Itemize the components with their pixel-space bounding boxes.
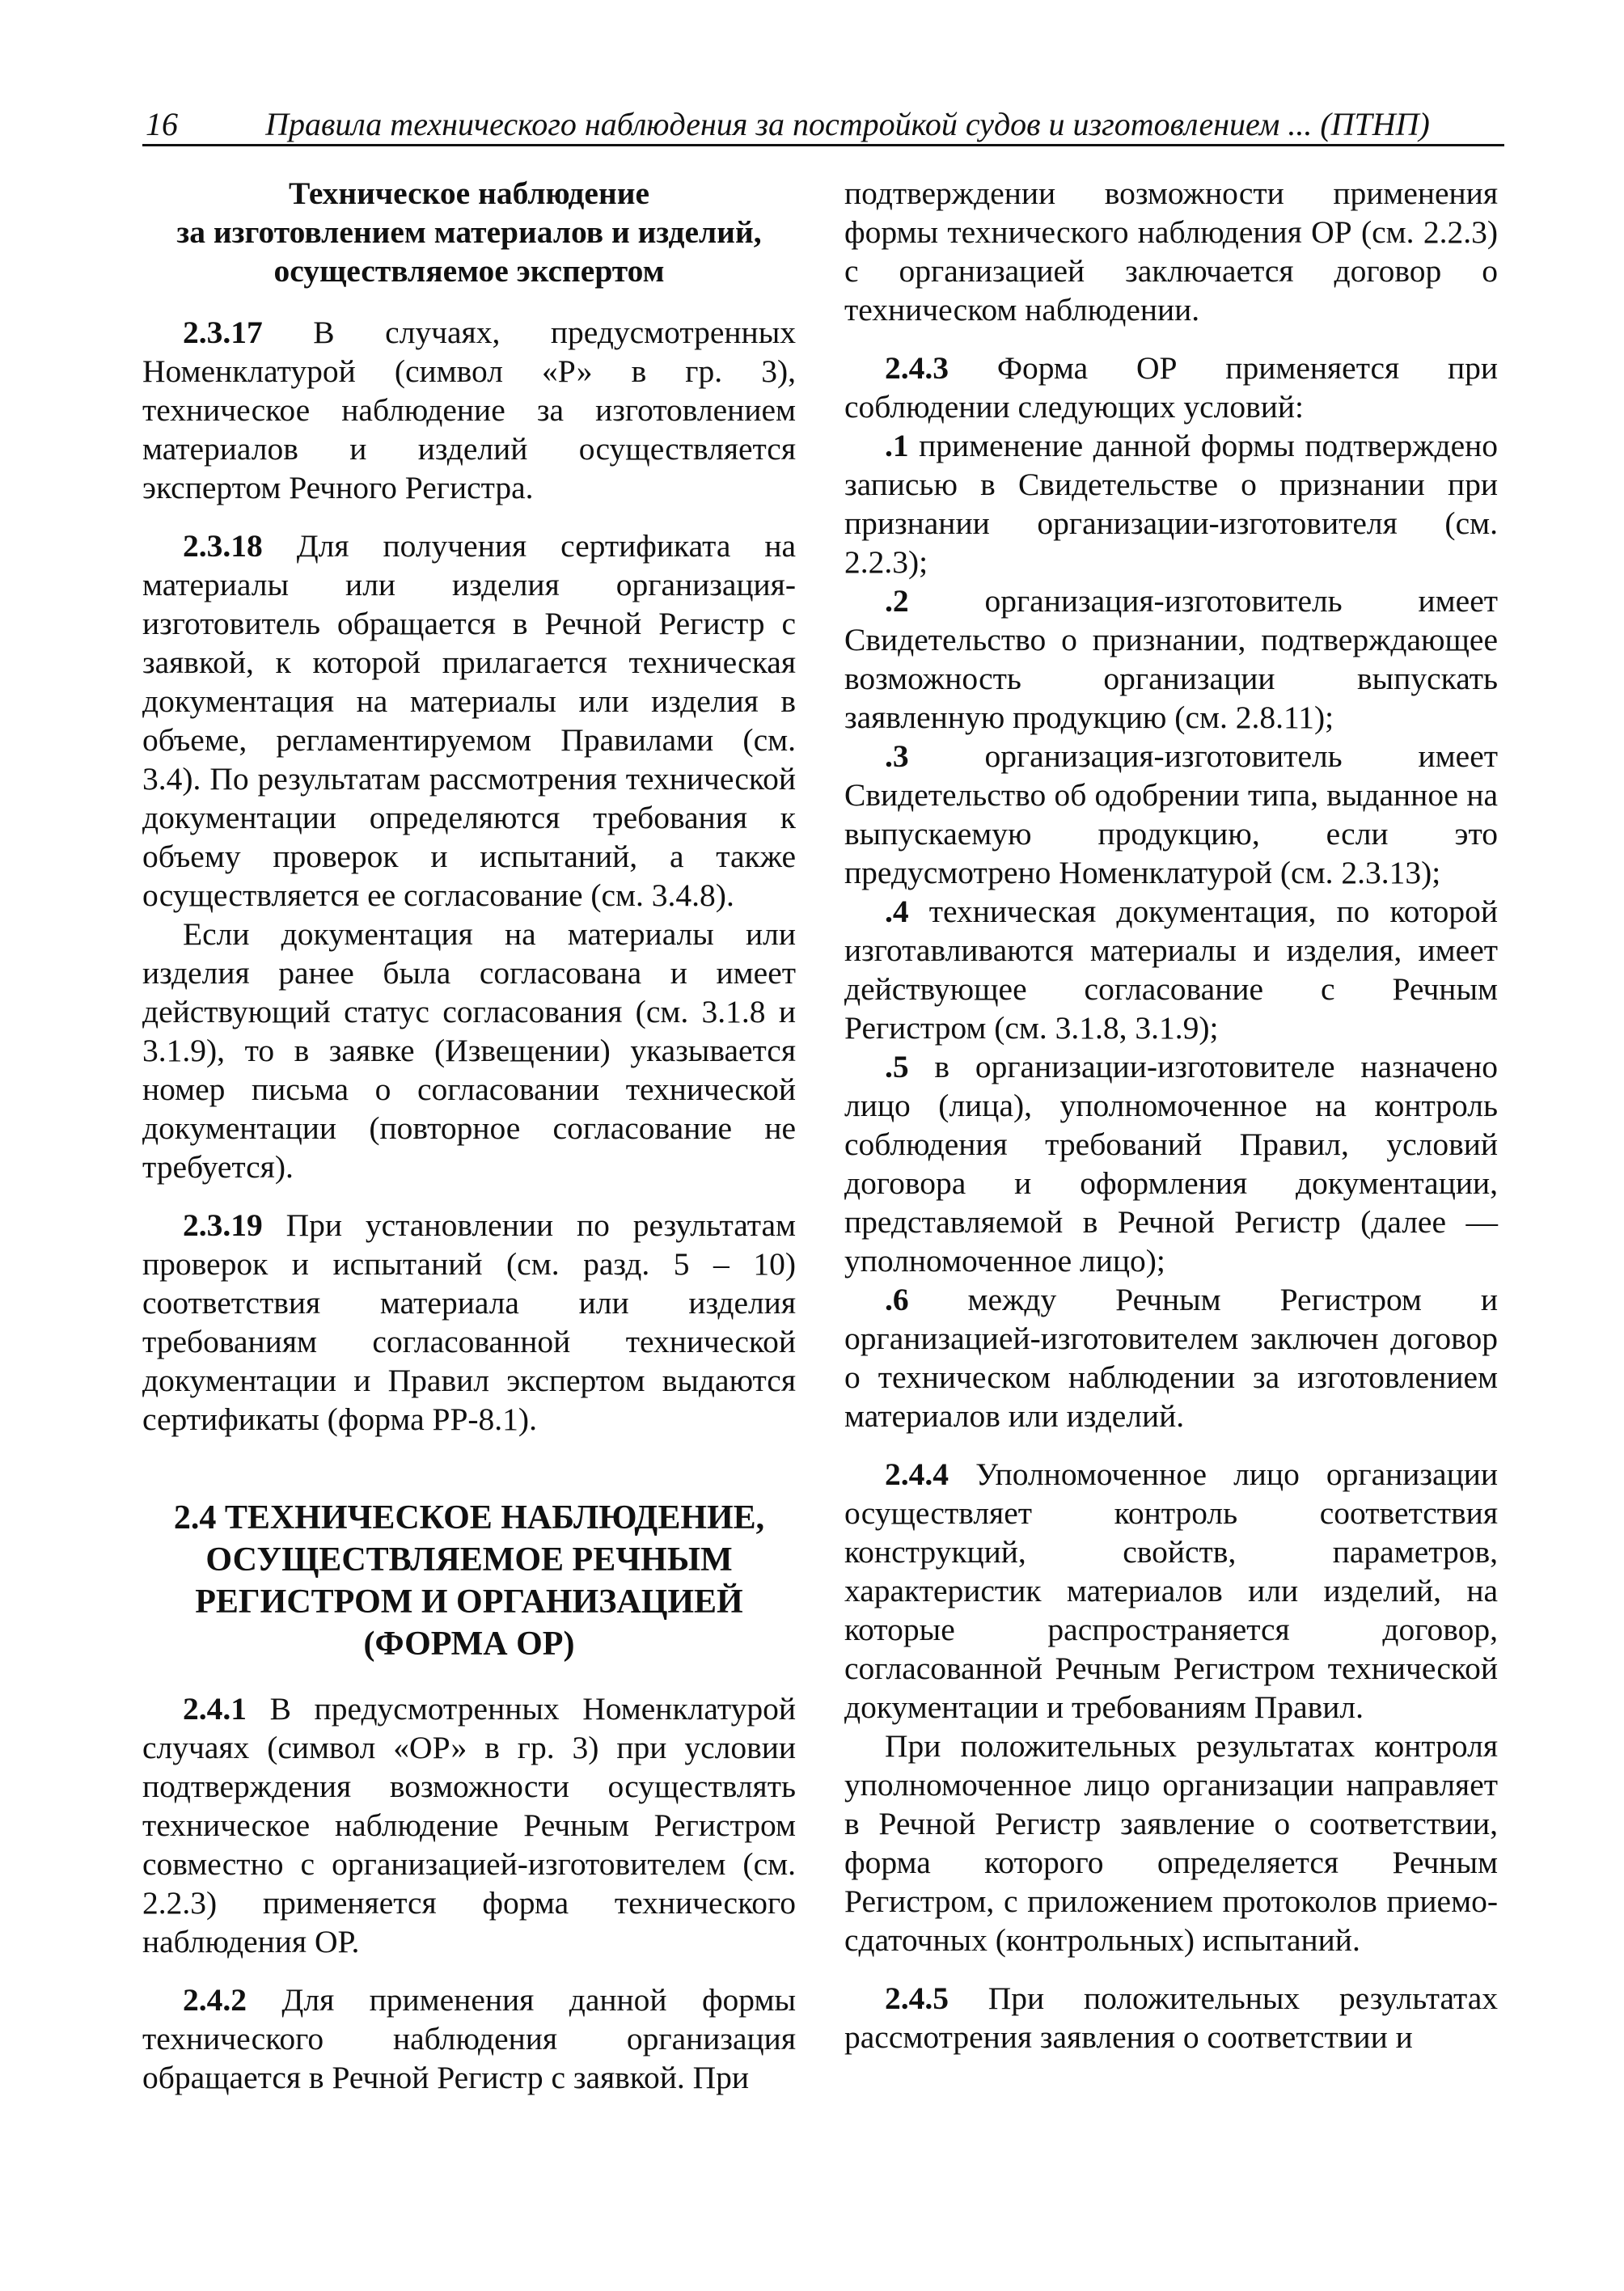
item-number: .5 bbox=[885, 1049, 909, 1084]
paragraph-2-4-5 bbox=[844, 1979, 1498, 2056]
paragraph-text: подтверждении возможности применения формы технического наблюдения ОР (см. 2.2.3) с организацией заключается договор о техническом наблюдении. bbox=[844, 175, 1498, 328]
paragraph-text: В предусмотренных Номенклатурой случаях (символ «ОР» в гр. 3) при условии подтверждения возможности осуществлять техническое наблюдение Речным Регистром совместно с организацией-изготовителем (см. 2.2.3) применяется форма технического наблюдения ОР. bbox=[142, 1691, 796, 1959]
item-text: в организации-изготовителе назначено лицо (лица), уполномоченное на контроль соблюдения требований Правил, условий договора и оформления документации, представляемой в Речной Регистр (далее — уполномоченное лицо); bbox=[844, 1049, 1498, 1279]
right-column bbox=[844, 174, 1498, 2056]
paragraph-text: Если документация на материалы или изделия ранее была согласована и имеет действующий статус согласования (см. 3.1.8 и 3.1.9), то в заявке (Извещении) указывается номер письма о согласовании технической документации (повторное согласование не требуется). bbox=[142, 916, 796, 1185]
clause-number: 2.3.19 bbox=[183, 1207, 263, 1243]
list-item bbox=[844, 892, 1498, 1047]
clause-number: 2.4.2 bbox=[183, 1982, 247, 2018]
item-text: организация-изготовитель имеет Свидетельство о признании, подтверждающее возможность организации выпускать заявленную продукцию (см. 2.8.11); bbox=[844, 583, 1498, 735]
list-item bbox=[844, 737, 1498, 892]
list-item bbox=[844, 581, 1498, 737]
paragraph-2-4-4 bbox=[844, 1455, 1498, 1727]
item-text: организация-изготовитель имеет Свидетельство об одобрении типа, выданное на выпускаемую продукцию, если это предусмотрено Номенклатурой (см. 2.3.13); bbox=[844, 738, 1498, 890]
paragraph-2-4-1 bbox=[142, 1689, 796, 1961]
section-heading-line: ОСУЩЕСТВЛЯЕМОЕ РЕЧНЫМ bbox=[205, 1541, 733, 1579]
paragraph-2-4-3 bbox=[844, 349, 1498, 426]
clause-number: 2.3.17 bbox=[183, 315, 263, 350]
subsection-heading-line: осуществляемое экспертом bbox=[273, 253, 665, 289]
paragraph-2-4-2 bbox=[142, 1980, 796, 2097]
section-heading-line: (ФОРМА ОР) bbox=[363, 1625, 575, 1663]
item-text: применение данной формы подтверждено записью в Свидетельстве о признании при признании организации-изготовителя (см. 2.2.3); bbox=[844, 428, 1498, 580]
paragraph-positive-results bbox=[844, 1727, 1498, 1959]
page-header bbox=[142, 99, 1504, 146]
section-heading-line: 2.4 ТЕХНИЧЕСКОЕ НАБЛЮДЕНИЕ, bbox=[173, 1499, 765, 1536]
paragraph-text: При положительных результатах рассмотрения заявления о соответствии и bbox=[844, 1980, 1498, 2055]
clause-number: 2.4.4 bbox=[885, 1456, 949, 1492]
clause-number: 2.4.5 bbox=[885, 1980, 949, 2016]
list-item bbox=[844, 1047, 1498, 1280]
left-column bbox=[142, 174, 796, 2097]
subsection-heading bbox=[142, 174, 796, 290]
paragraph-documentation-note bbox=[142, 915, 796, 1186]
paragraph-2-3-18 bbox=[142, 526, 796, 915]
section-heading-2-4 bbox=[142, 1497, 796, 1665]
page-number: 16 bbox=[146, 106, 178, 142]
clause-number: 2.4.3 bbox=[885, 350, 949, 386]
paragraph-text: При положительных результатах контроля уполномоченное лицо организации направляет в Речной Регистр заявление о соответствии, форма которого определяется Речным Регистром, с приложением протоколов приемо-сдаточных (контрольных) испытаний. bbox=[844, 1728, 1498, 1958]
paragraph-text: В случаях, предусмотренных Номенклатурой (символ «Р» в гр. 3), техническое наблюдение за изготовлением материалов и изделий осуществляется экспертом Речного Регистра. bbox=[142, 315, 796, 505]
item-number: .2 bbox=[885, 583, 909, 619]
item-number: .4 bbox=[885, 894, 909, 929]
item-text: техническая документация, по которой изготавливаются материалы и изделия, имеет действующее согласование с Речным Регистром (см. 3.1.8, 3.1.9); bbox=[844, 894, 1498, 1046]
paragraph-2-3-17 bbox=[142, 313, 796, 507]
running-title: Правила технического наблюдения за постройкой судов и изготовлением ... (ПТНП) bbox=[265, 106, 1430, 142]
paragraph-text: Уполномоченное лицо организации осуществляет контроль соответствия конструкций, свойств, параметров, характеристик материалов или изделий, на которые распространяется договор, согласованной Речным Регистром технической документации и требованиям Правил. bbox=[844, 1456, 1498, 1725]
subsection-heading-line: за изготовлением материалов и изделий, bbox=[176, 214, 762, 250]
item-number: .1 bbox=[885, 428, 909, 463]
paragraph-text: Для применения данной формы технического наблюдения организация обращается в Речной Регистр с заявкой. При bbox=[142, 1982, 796, 2095]
item-text: между Речным Регистром и организацией-изготовителем заключен договор о техническом наблюдении за изготовлением материалов или изделий. bbox=[844, 1282, 1498, 1434]
paragraph-continuation bbox=[844, 174, 1498, 329]
section-heading-line: РЕГИСТРОМ И ОРГАНИЗАЦИЕЙ bbox=[195, 1583, 743, 1621]
list-item bbox=[844, 1280, 1498, 1435]
subsection-heading-line: Техническое наблюдение bbox=[289, 175, 649, 211]
paragraph-text: При установлении по результатам проверок и испытаний (см. разд. 5 – 10) соответствия материала или изделия требованиям согласованной технической документации и Правил экспертом выдаются сертификаты (форма РР-8.1). bbox=[142, 1207, 796, 1437]
item-number: .3 bbox=[885, 738, 909, 774]
paragraph-text: Форма ОР применяется при соблюдении следующих условий: bbox=[844, 350, 1498, 425]
item-number: .6 bbox=[885, 1282, 909, 1317]
paragraph-text: Для получения сертификата на материалы или изделия организация-изготовитель обращается в Речной Регистр с заявкой, к которой прилагается техническая документация на материалы или изделия в объеме, регламентируемом Правилами (см. 3.4). По результатам рассмотрения технической документации определяются требования к объему проверок и испытаний, а также осуществляется ее согласование (см. 3.4.8). bbox=[142, 528, 796, 913]
list-item bbox=[844, 426, 1498, 581]
paragraph-2-3-19 bbox=[142, 1206, 796, 1439]
clause-number: 2.3.18 bbox=[183, 528, 263, 564]
clause-number: 2.4.1 bbox=[183, 1691, 247, 1727]
